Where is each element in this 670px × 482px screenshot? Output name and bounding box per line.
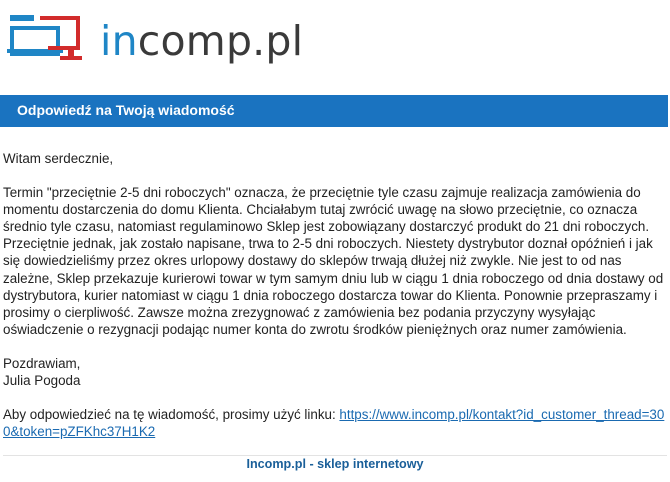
reply-prompt-text: Aby odpowiedzieć na tę wiadomość, prosimy użyć linku: (3, 407, 336, 423)
closing-text: Pozdrawiam, (3, 355, 81, 371)
footer-text: Incomp.pl - sklep internetowy (246, 457, 424, 471)
brand-name-prefix: in (100, 17, 138, 65)
greeting-text: Witam serdecznie, (3, 151, 114, 166)
monitor-logo-icon (4, 10, 92, 62)
message-body: Termin "przeciętnie 2-5 dni roboczych" oznacza, że przeciętnie tyle czasu zajmuje realizacja zamówienia do momentu dostarczenia do domu Klienta. Chciałabym tutaj zwrócić uwagę na słowo przeciętnie, co oznacza średnio tyle czasu, natomiast regulaminowo Sklep jest zobowiązany dostarczyć produkt do 21 dni roboczych. Przeciętnie jednak, jak zostało napisane, trwa to 2-5 dni roboczych. Niestety dystrybutor doznał opóźnień i jak się dowiedzieliśmy przez okres urlopowy dostawy do sklepów trwają dłużej niż zwykle. Nie jest to od nas zależne, Sklep przekazuje kurierowi towar w tym samym dniu lub w ciągu 1 dnia roboczego od dnia dostawy od dystrybutora, kurier natomiast w ciągu 1 dnia roboczego dostarcza towar do Klienta. Ponownie przepraszamy i prosimy o cierpliwość. Zawsze można zrezygnować z zamówienia bez podania przyczyny wysyłając oświadczenie o rezygnacji podając numer konta do zwrotu środków pieniężnych oraz numer zamówienia. (3, 185, 664, 337)
reply-link[interactable]: https://www.incomp.pl/kontakt?id_customer_thread=300&token=pZFKhc37H1K2 (3, 407, 665, 440)
reply-instructions (3, 406, 667, 440)
message-content (3, 150, 667, 457)
brand-name-rest: comp.pl (137, 17, 304, 65)
signature-name: Julia Pogoda (3, 373, 81, 389)
message-title-bar: Odpowiedź na Twoją wiadomość (0, 95, 668, 127)
signature-block (3, 355, 667, 389)
brand-logo-text (100, 16, 303, 66)
email-header (0, 0, 670, 92)
